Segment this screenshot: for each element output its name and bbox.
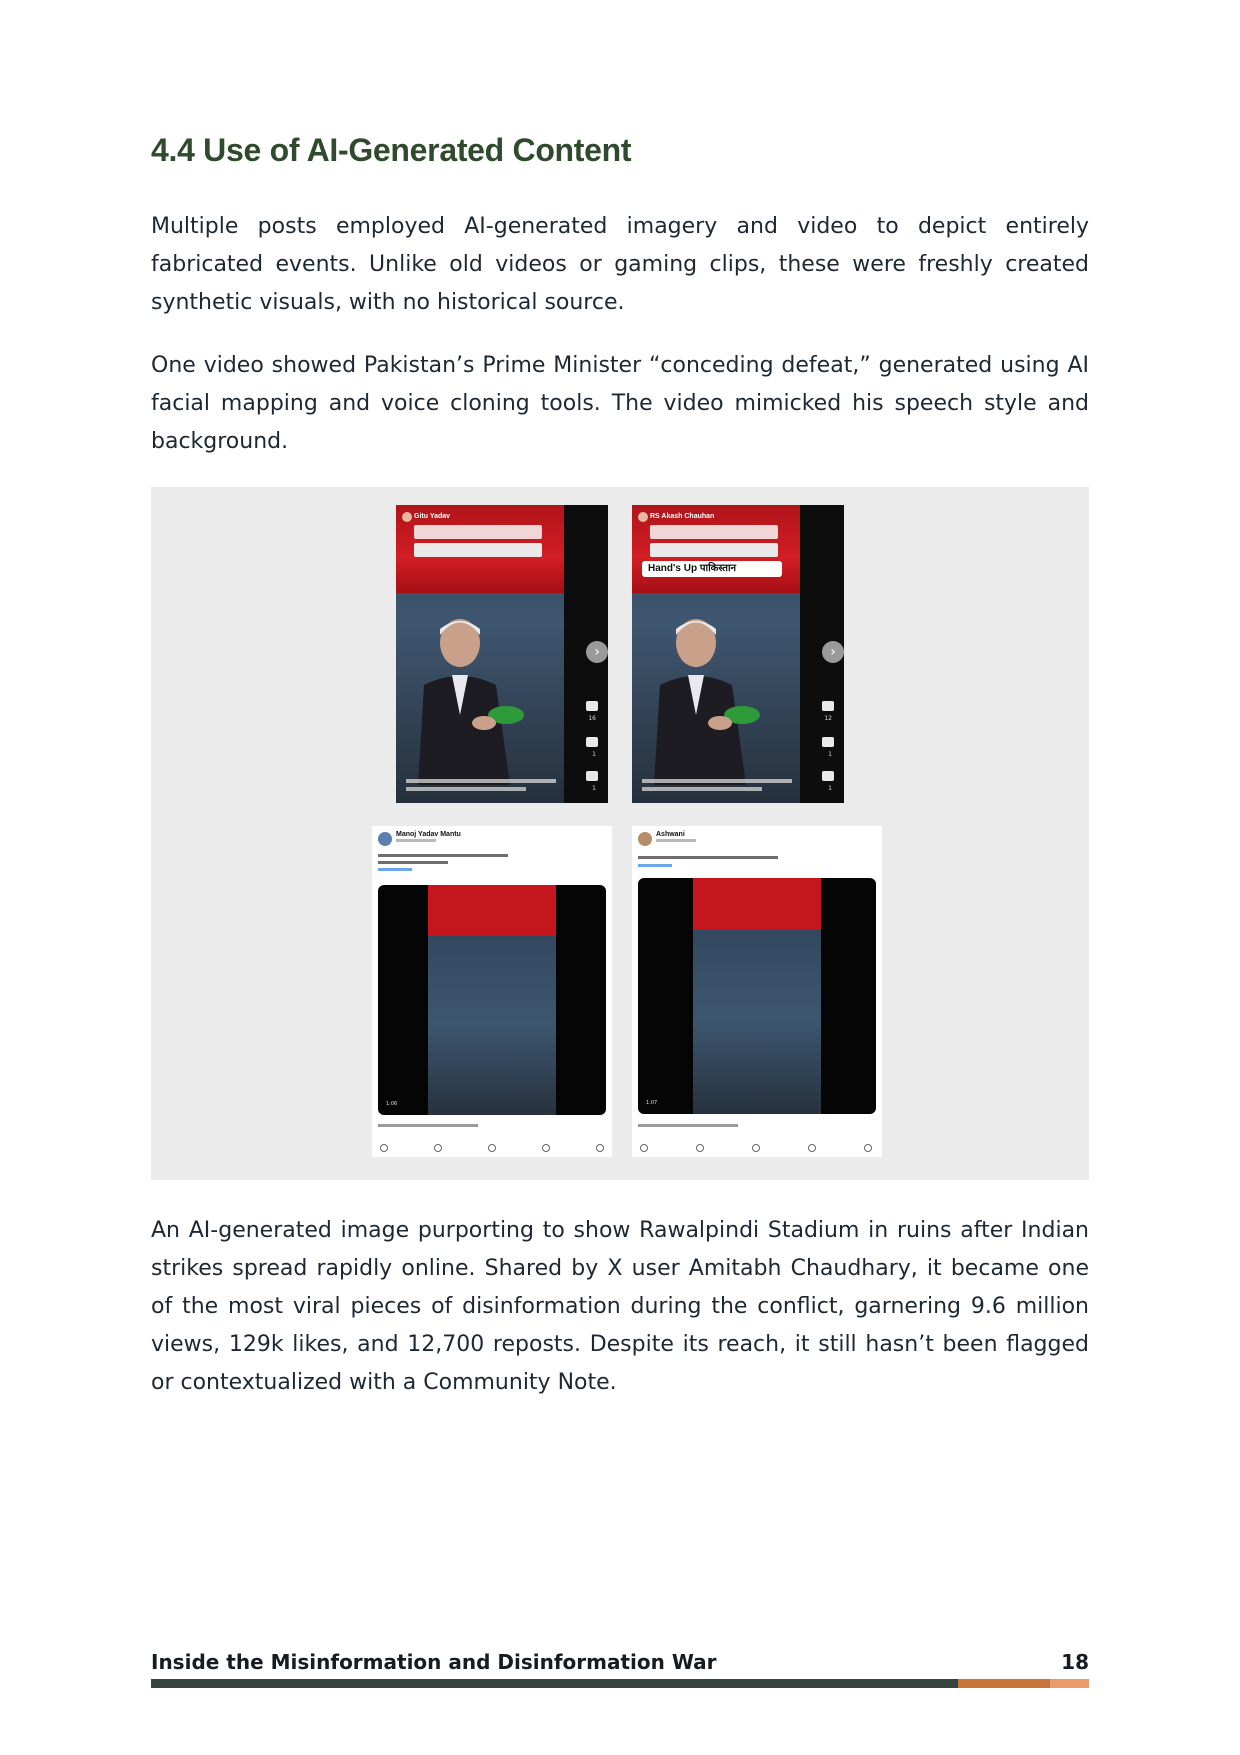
headline-line bbox=[414, 543, 542, 557]
repost-icon[interactable] bbox=[434, 1144, 442, 1152]
avatar bbox=[638, 832, 652, 846]
tweet-handle bbox=[656, 839, 696, 842]
tweet-handle bbox=[396, 839, 436, 842]
comment-count: 1 bbox=[592, 751, 596, 758]
reel-card bbox=[396, 505, 608, 803]
tweet-video[interactable] bbox=[638, 878, 876, 1114]
paragraph-ai-imagery: Multiple posts employed AI-generated imagery and video to depict entirely fabricated events. Unlike old videos or gaming clips, these were freshly created synthetic visuals, with no historical source. bbox=[151, 214, 1089, 315]
footer-title: Inside the Misinformation and Disinformation War bbox=[151, 1650, 717, 1674]
comment-count: 1 bbox=[828, 751, 832, 758]
headline-line bbox=[414, 525, 542, 539]
chevron-right-icon[interactable]: › bbox=[822, 641, 844, 663]
tweet-video[interactable] bbox=[378, 885, 606, 1115]
headline-line bbox=[650, 543, 778, 557]
video-still bbox=[693, 878, 821, 1114]
tweet-text bbox=[638, 856, 778, 859]
repost-icon[interactable] bbox=[696, 1144, 704, 1152]
share-count: 1 bbox=[592, 785, 596, 792]
like-icon[interactable] bbox=[752, 1144, 760, 1152]
like-count: 12 bbox=[824, 715, 832, 722]
paragraph-pm-video: One video showed Pakistan’s Prime Minister “conceding defeat,” generated using AI facial mapping and voice cloning tools. The video mimicked his speech style and background. bbox=[151, 353, 1089, 454]
reel-caption bbox=[642, 779, 792, 783]
reel-username: Gitu Yadav bbox=[414, 513, 451, 520]
bookmark-icon[interactable] bbox=[542, 1144, 550, 1152]
reply-icon[interactable] bbox=[380, 1144, 388, 1152]
ai-content-figure bbox=[151, 487, 1089, 1180]
share-icon[interactable] bbox=[596, 1144, 604, 1152]
speaker-figure bbox=[414, 605, 526, 785]
share-icon[interactable] bbox=[864, 1144, 872, 1152]
tweet-author: Ashwani bbox=[656, 831, 685, 838]
video-still bbox=[428, 885, 556, 1115]
page-number: 18 bbox=[1061, 1650, 1089, 1674]
tweet-meta bbox=[378, 1124, 478, 1127]
reel-caption bbox=[406, 779, 556, 783]
tweet-card bbox=[632, 826, 882, 1157]
reply-icon[interactable] bbox=[640, 1144, 648, 1152]
like-icon[interactable] bbox=[488, 1144, 496, 1152]
video-duration: 1:06 bbox=[386, 1101, 398, 1107]
avatar bbox=[638, 512, 648, 522]
tweet-meta bbox=[638, 1124, 738, 1127]
reel-caption bbox=[406, 787, 526, 791]
comment-icon[interactable] bbox=[586, 737, 598, 747]
comment-icon[interactable] bbox=[822, 737, 834, 747]
share-icon[interactable] bbox=[822, 771, 834, 781]
translate-link[interactable] bbox=[638, 864, 672, 867]
tweet-author: Manoj Yadav Mantu bbox=[396, 831, 461, 838]
footer-bar-accent bbox=[958, 1679, 1050, 1688]
footer-bar bbox=[151, 1679, 958, 1688]
footer-bar-accent-light bbox=[1050, 1679, 1089, 1688]
sticker-label: Hand's Up पाकिस्तान bbox=[642, 561, 782, 577]
bookmark-icon[interactable] bbox=[808, 1144, 816, 1152]
like-count: 16 bbox=[588, 715, 596, 722]
translate-link[interactable] bbox=[378, 868, 412, 871]
avatar bbox=[402, 512, 412, 522]
like-icon[interactable] bbox=[822, 701, 834, 711]
tweet-text bbox=[378, 854, 508, 857]
reel-username: RS Akash Chauhan bbox=[650, 513, 715, 520]
headline-line bbox=[650, 525, 778, 539]
share-count: 1 bbox=[828, 785, 832, 792]
tweet-card bbox=[372, 826, 612, 1157]
speaker-figure bbox=[650, 605, 762, 785]
chevron-right-icon[interactable]: › bbox=[586, 641, 608, 663]
paragraph-rawalpindi-image: An AI-generated image purporting to show Rawalpindi Stadium in ruins after Indian strikes spread rapidly online. Shared by X user Amitabh Chaudhary, it became one of the most viral pieces of disinformation during the conflict, garnering 9.6 million views, 129k likes, and 12,700 reposts. Despite its reach, it still hasn’t been flagged or contextualized with a Community Note. bbox=[151, 1218, 1089, 1395]
like-icon[interactable] bbox=[586, 701, 598, 711]
video-duration: 1:07 bbox=[646, 1100, 658, 1106]
share-icon[interactable] bbox=[586, 771, 598, 781]
section-heading: 4.4 Use of AI-Generated Content bbox=[151, 132, 632, 168]
reel-caption bbox=[642, 787, 762, 791]
tweet-text bbox=[378, 861, 448, 864]
reel-card bbox=[632, 505, 844, 803]
avatar bbox=[378, 832, 392, 846]
